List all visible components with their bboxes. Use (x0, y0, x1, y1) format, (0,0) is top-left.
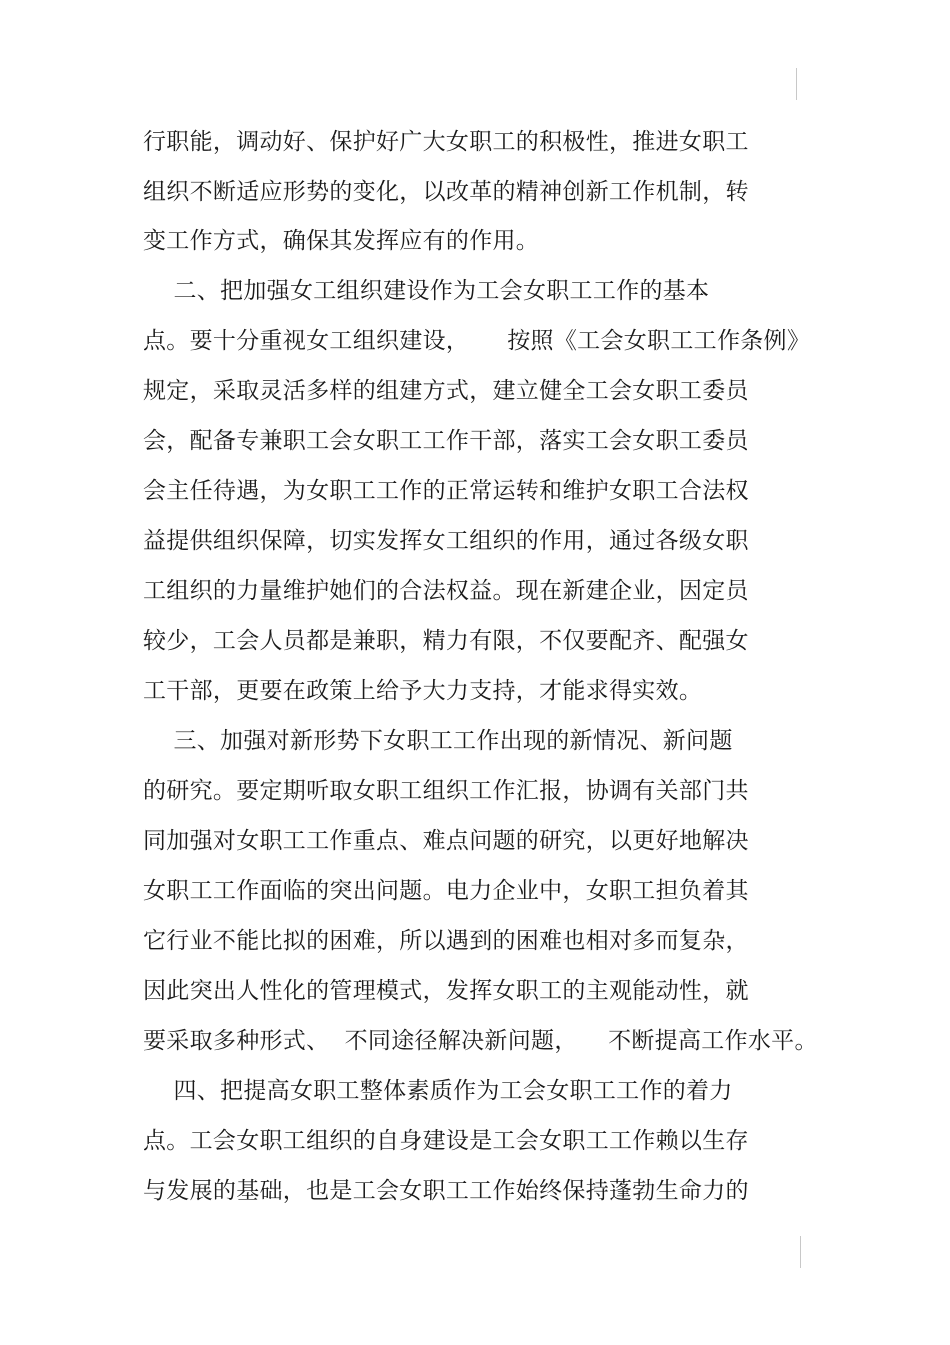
text-line: 会，配备专兼职工会女职工工作干部，落实工会女职工委员 (143, 428, 749, 454)
text-line: 较少，工会人员都是兼职，精力有限，不仅要配齐、配强女 (143, 628, 749, 654)
text-line: 工组织的力量维护她们的合法权益。现在新建企业，因定员 (143, 578, 749, 604)
text-line: 点。要十分重视女工组织建设， 按照《工会女职工工作条例》 (143, 328, 811, 354)
paragraph-heading-3: 三、加强对新形势下女职工工作出现的新情况、新问题 (143, 728, 733, 754)
text-line: 行职能，调动好、保护好广大女职工的积极性，推进女职工 (143, 129, 749, 155)
paragraph-heading-2: 二、把加强女工组织建设作为工会女职工工作的基本 (143, 278, 710, 304)
text-line: 与发展的基础，也是工会女职工工作始终保持蓬勃生命力的 (143, 1178, 749, 1204)
text-line: 组织不断适应形势的变化，以改革的精神创新工作机制，转 (143, 179, 749, 205)
text-line: 点。工会女职工组织的自身建设是工会女职工工作赖以生存 (143, 1128, 749, 1154)
text-line: 因此突出人性化的管理模式，发挥女职工的主观能动性，就 (143, 978, 749, 1004)
text-line: 会主任待遇，为女职工工作的正常运转和维护女职工合法权 (143, 478, 749, 504)
paragraph-heading-4: 四、把提高女职工整体素质作为工会女职工工作的着力 (143, 1078, 733, 1104)
text-line: 它行业不能比拟的困难，所以遇到的困难也相对多而复杂， (143, 928, 749, 954)
text-line: 女职工工作面临的突出问题。电力企业中，女职工担负着其 (143, 878, 749, 904)
page-corner-mark-bottom (800, 1236, 801, 1268)
text-line: 变工作方式，确保其发挥应有的作用。 (143, 228, 540, 254)
text-line: 同加强对女职工工作重点、难点问题的研究，以更好地解决 (143, 828, 749, 854)
text-line: 要采取多种形式、 不同途径解决新问题， 不断提高工作水平。 (143, 1028, 818, 1054)
text-line: 规定，采取灵活多样的组建方式，建立健全工会女职工委员 (143, 378, 749, 404)
text-line: 益提供组织保障，切实发挥女工组织的作用，通过各级女职 (143, 528, 749, 554)
page-corner-mark-top (796, 68, 797, 100)
text-line: 工干部，更要在政策上给予大力支持，才能求得实效。 (143, 678, 703, 704)
text-line: 的研究。要定期听取女职工组织工作汇报，协调有关部门共 (143, 778, 749, 804)
